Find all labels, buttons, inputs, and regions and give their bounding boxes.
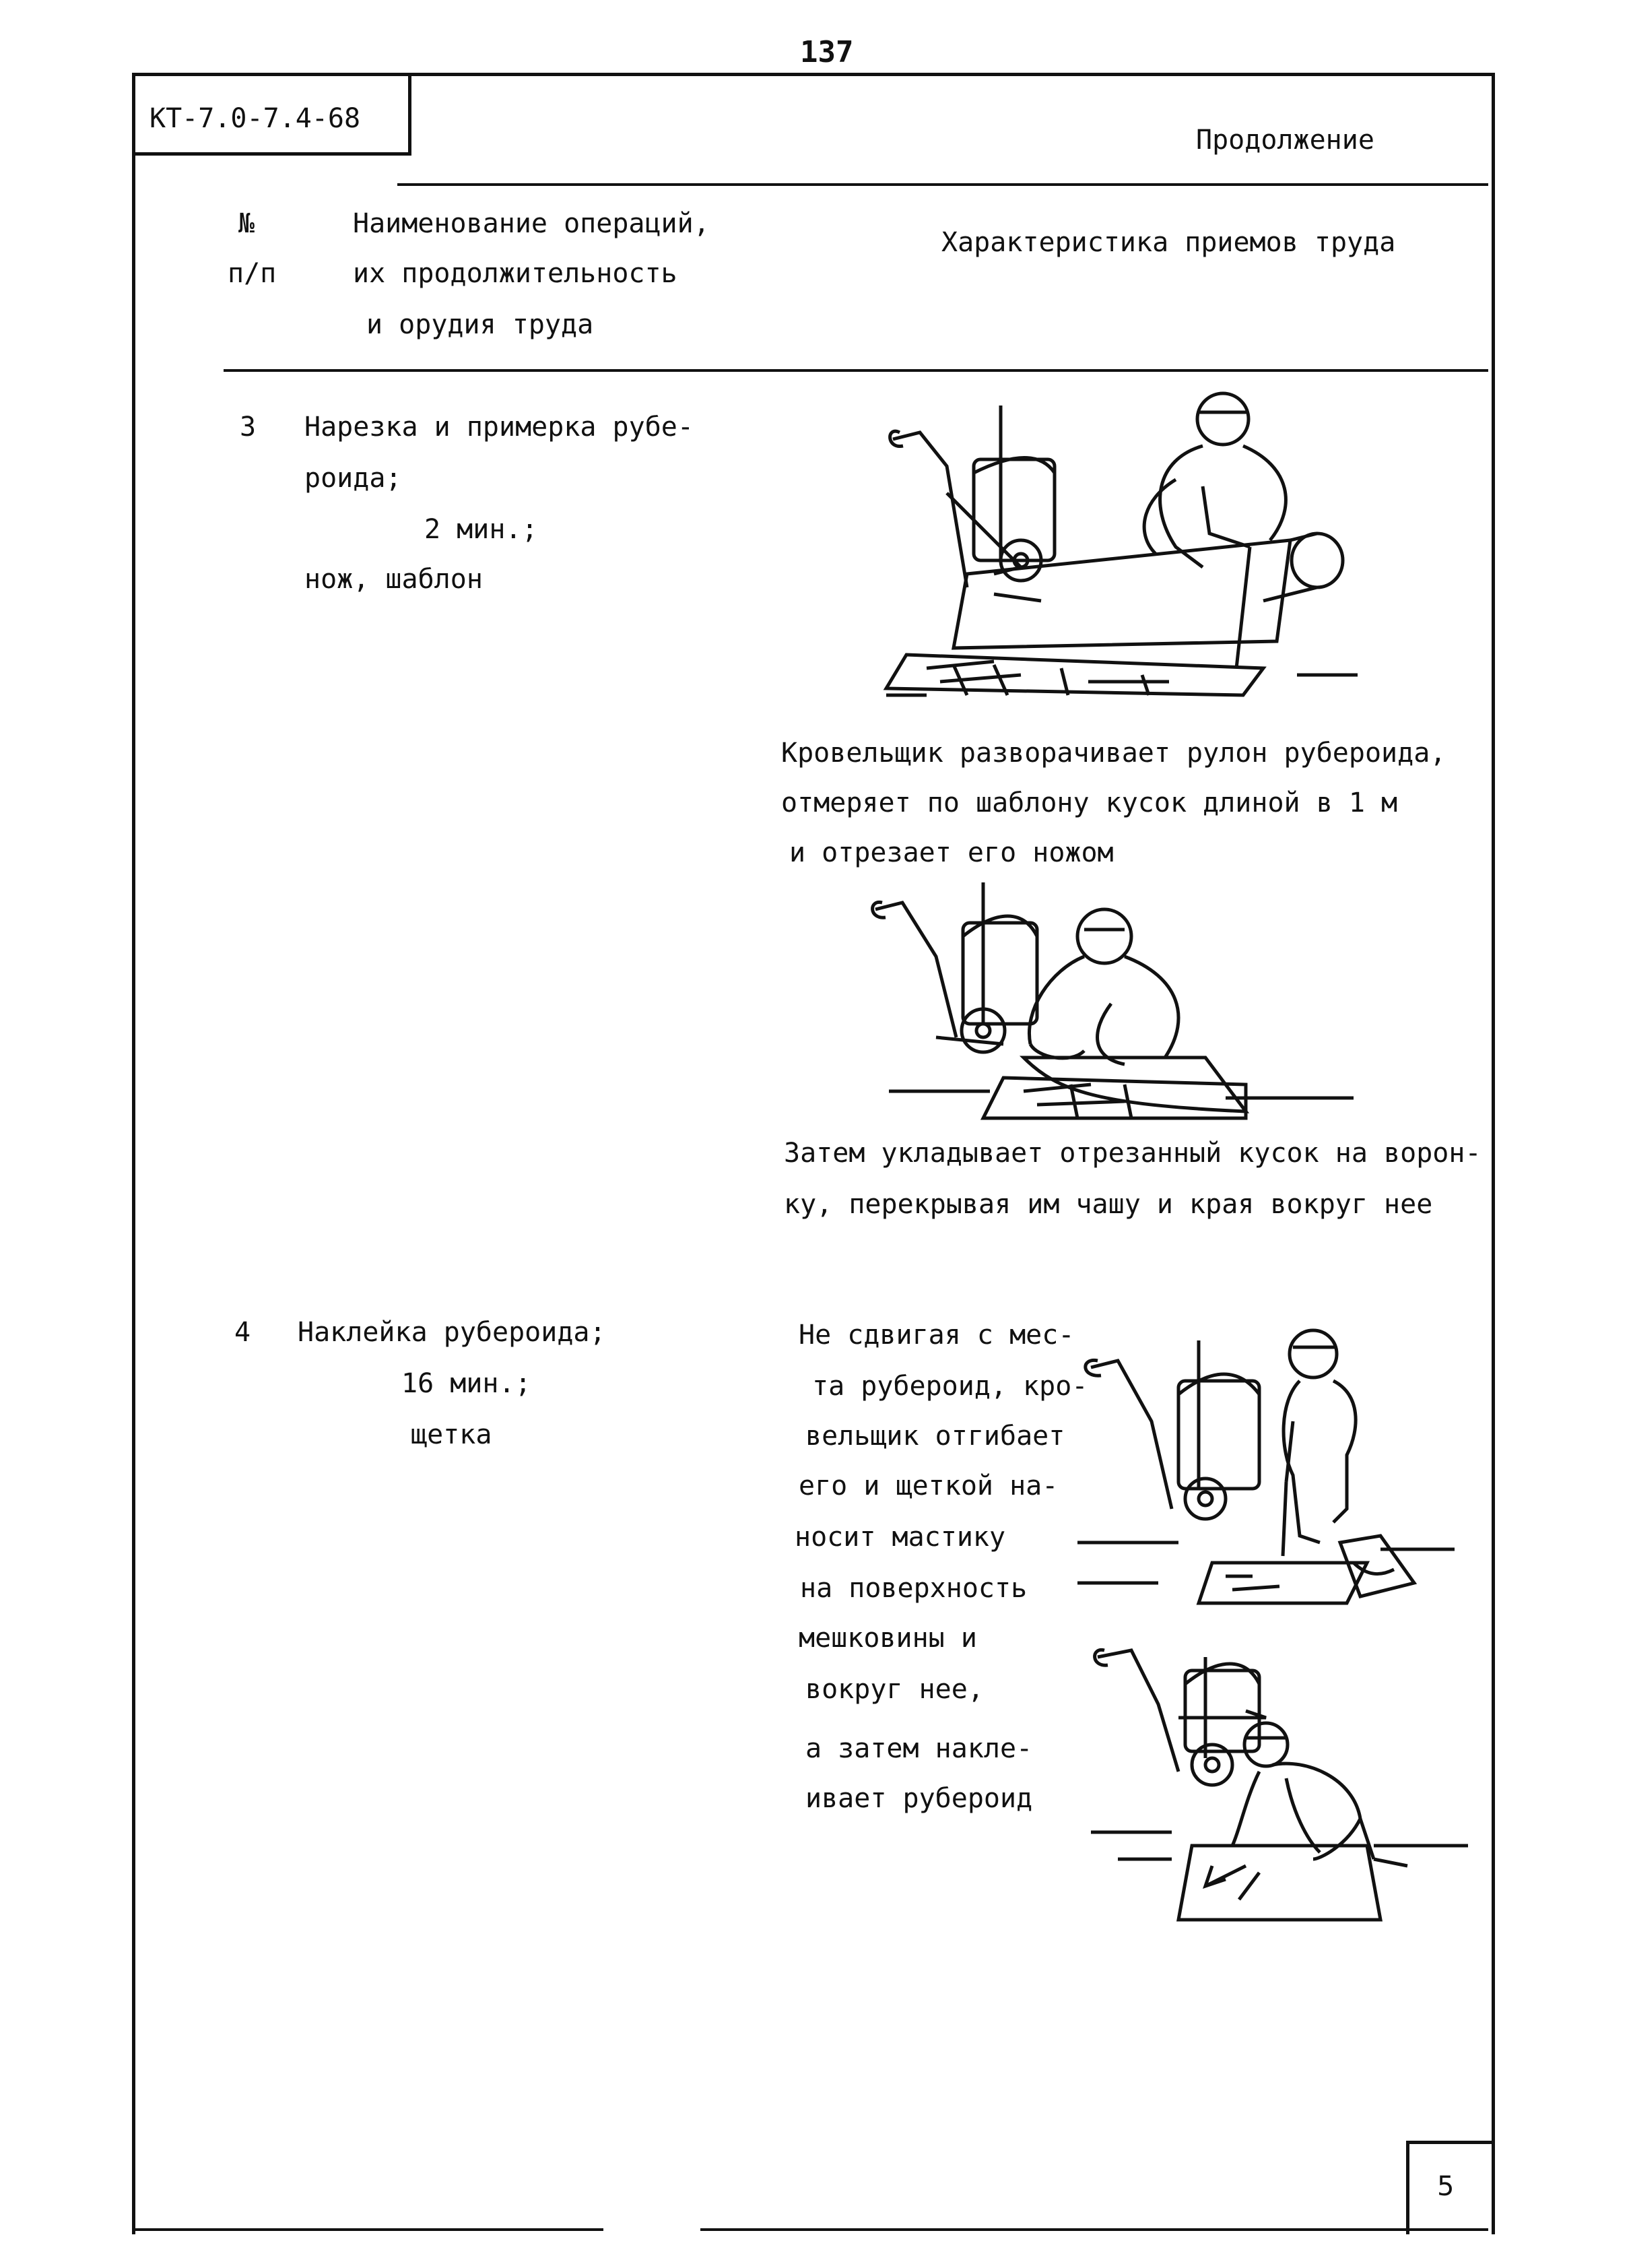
doc-code: КТ-7.0-7.4-68: [149, 103, 361, 134]
header-name-line3: и орудия труда: [366, 309, 594, 340]
row3-caption1-line3: и отрезает его ножом: [789, 837, 1114, 868]
row3-caption1-line1: Кровельщик разворачивает рулон рубероида,: [781, 738, 1446, 769]
row4-caption-line1: Не сдвигая с мес-: [799, 1320, 1075, 1351]
row3-caption2-line1: Затем укладывает отрезанный кусок на ворон-: [784, 1138, 1482, 1169]
row4-caption-line2: та рубероид, кро-: [812, 1371, 1088, 1402]
illustration-applying-mastic: [1077, 1320, 1455, 1610]
page-number-top: 137: [800, 35, 854, 69]
row4-caption-line9: а затем накле-: [805, 1733, 1033, 1764]
continuation-label: Продолжение: [1196, 125, 1374, 156]
row4-caption-line3: вельщик отгибает: [805, 1421, 1065, 1452]
header-num-symbol: №: [238, 208, 255, 239]
illustration-laying-piece: [869, 882, 1354, 1138]
header-num-label: п/п: [228, 258, 277, 289]
row3-tools: нож, шаблон: [304, 564, 483, 595]
illustration-pasting-felt: [1091, 1644, 1468, 1933]
header-bottom-rule: [224, 369, 1488, 372]
row4-caption-line4: его и щеткой на-: [799, 1470, 1059, 1501]
row4-tools: щетка: [411, 1419, 492, 1450]
row3-caption1-line2: отмеряет по шаблону кусок длиной в 1 м: [781, 787, 1398, 818]
row4-caption-line6: на поверхность: [800, 1573, 1028, 1604]
row4-caption-line7: мешковины и: [799, 1623, 977, 1654]
row3-caption2-line2: ку, перекрывая им чашу и края вокруг нее: [784, 1189, 1433, 1220]
row4-number: 4: [234, 1317, 251, 1348]
row4-caption-line8: вокруг нее,: [805, 1674, 984, 1705]
footer-rule-left: [132, 2228, 603, 2231]
row4-caption-line5: носит мастику: [795, 1522, 1006, 1553]
page-number-box-value: 5: [1437, 2171, 1455, 2202]
row3-duration: 2 мин.;: [424, 514, 538, 545]
header-name-line1: Наименование операций,: [353, 208, 710, 239]
row4-caption-line10: ивает рубероид: [805, 1783, 1033, 1814]
header-name-line2: их продолжительность: [353, 258, 677, 289]
illustration-unrolling-roll: [886, 399, 1371, 709]
row4-name-line1: Наклейка рубероида;: [298, 1317, 606, 1348]
row3-name-line1: Нарезка и примерка рубе-: [304, 412, 694, 443]
row3-name-line2: роида;: [304, 463, 402, 494]
footer-rule-right: [700, 2228, 1488, 2231]
header-characteristic: Характеристика приемов труда: [941, 227, 1396, 258]
row3-number: 3: [240, 412, 257, 443]
header-top-rule: [397, 183, 1488, 186]
row4-duration: 16 мин.;: [401, 1368, 531, 1399]
